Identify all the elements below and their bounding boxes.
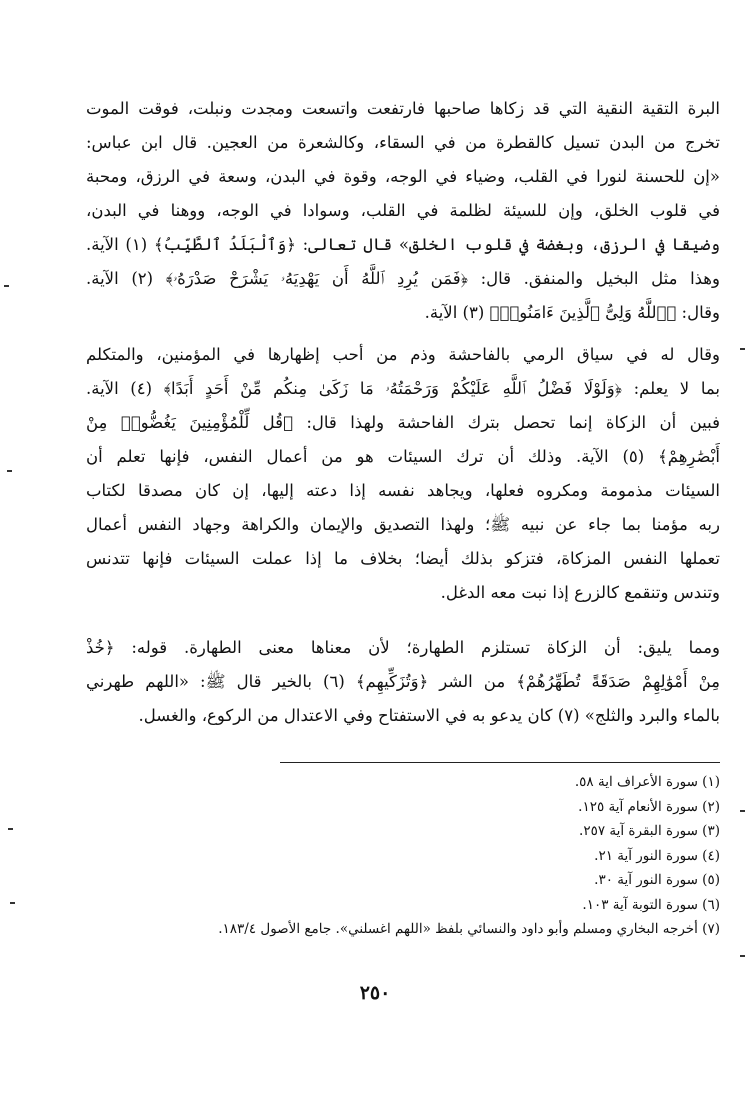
footnote: (٥) سورة النور آية ٣٠. [594,872,720,888]
footnote: (٧) أخرجه البخاري ومسلم وأبو داود والنسائي بلفظ «اللهم اغسلني». جامع الأصول ١٨٣/٤. [218,921,720,937]
footnote: (٢) سورة الأنعام آية ١٢٥. [578,798,720,815]
text-line: تعملها النفس المزكاة، فتزكو بذلك أيضا؛ بخلاف ما إذا عملت السيئات فإنها تتدنس [86,549,720,568]
text-line: وقال له في سياق الرمي بالفاحشة وذم من أحب إظهارها في المؤمنين، والمتكلم [86,345,720,364]
text-line: السيئات مذمومة ومكروه فعلها، ويجاهد نفسه إذا دعته إليها، إن كان مصدقا لكتاب [86,481,720,500]
footnote-divider [280,762,720,763]
text-line: تخرج من البدن تسيل كالقطرة من في السقاء، وكالشعرة من العجين. قال ابن عباس: [86,133,720,152]
footnotes [86,770,720,942]
scan-margin-mark [4,285,9,287]
text-line: فبين أن الزكاة إنما تحصل بترك الفاحشة ولهذا قال: ﴿قُل لِّلْمُؤْمِنِينَ يَغُضُّوا۟ مِنْ [86,413,720,432]
footnote: (٦) سورة التوبة آية ١٠٣. [582,896,720,913]
scan-margin-mark [740,955,745,957]
text-line: أَبْصَٰرِهِمْ﴾ (٥) الآية. وذلك أن ترك السيئات هو من أعمال النفس، فإنها تعلم أن [86,447,720,466]
scan-margin-mark [740,810,745,812]
paragraph-2 [86,338,720,610]
text-line: بالماء والبرد والثلج» (٧) كان يدعو به في الاستفتاح وفي الاعتدال من الركوع، والغسل. [138,706,720,725]
text-line: البرة التقية النقية التي قد زكاها صاحبها فارتفعت واتسعت ومجدت ونبلت، فوقت الموت [86,99,720,118]
scan-margin-mark [10,902,15,904]
text-line: في قلوب الخلق، وإن للسيئة لظلمة في القلب، وسوادا في الوجه، ووهنا في البدن، [86,201,720,220]
paragraph-3 [86,631,720,733]
text-line: مِنْ أَمْوَٰلِهِمْ صَدَقَةً تُطَهِّرُهُمْ﴾ من الشر ﴿وَتُزَكِّيهِم﴾ (٦) بالخير قال ﷺ: «اللهم طهرني [86,672,720,691]
text-line: وهذا مثل البخيل والمنفق. قال: ﴿فَمَن يُرِدِ ٱللَّهُ أَن يَهْدِيَهُۥ يَشْرَحْ صَدْرَهُۥ﴾ (٢) الآية. [86,269,720,288]
text-line: وقال: ﴿ٱللَّهُ وَلِىُّ ٱلَّذِينَ ءَامَنُوا۟﴾ (٣) الآية. [424,303,720,322]
footnote: (٤) سورة النور آية ٢١. [594,847,720,864]
scan-margin-mark [740,348,745,350]
text-line: ربه مؤمنا بما جاء عن نبيه ﷺ؛ ولهذا التصديق والإيمان والكراهة وجهاد النفس أعمال [86,515,720,534]
footnote: (٣) سورة البقرة آية ٢٥٧. [579,823,720,839]
footnote: (١) سورة الأعراف اية ٥٨. [574,774,720,790]
text-line: بما لا يعلم: ﴿وَلَوْلَا فَضْلُ ٱللَّهِ عَلَيْكُمْ وَرَحْمَتُهُۥ مَا زَكَىٰ مِنكُم مِّنْ أَحَدٍ أَبَدًا﴾ (٤) الآية. [86,379,720,398]
page-number: ٢٥٠ [359,982,391,1004]
text-line: وضيقا في الرزق، وبغضة في قلوب الخلق» قال تعالى: ﴿وَٱلْبَلَدُ ٱلطَّيِّبُ﴾ (١) الآية. [86,235,720,254]
scan-margin-mark [8,828,13,830]
text-line: ومما يليق: أن الزكاة تستلزم الطهارة؛ لأن معناها معنى الطهارة. قوله: ﴿خُذْ [86,638,720,657]
scan-margin-mark [7,470,12,472]
paragraph-1 [86,92,720,330]
text-line: «إن للحسنة لنورا في القلب، وضياء في الوجه، وقوة في البدن، وسعة في الرزق، ومحبة [86,167,720,186]
text-line: وتندس وتنقمع كالزرع إذا نبت معه الدغل. [440,583,720,602]
